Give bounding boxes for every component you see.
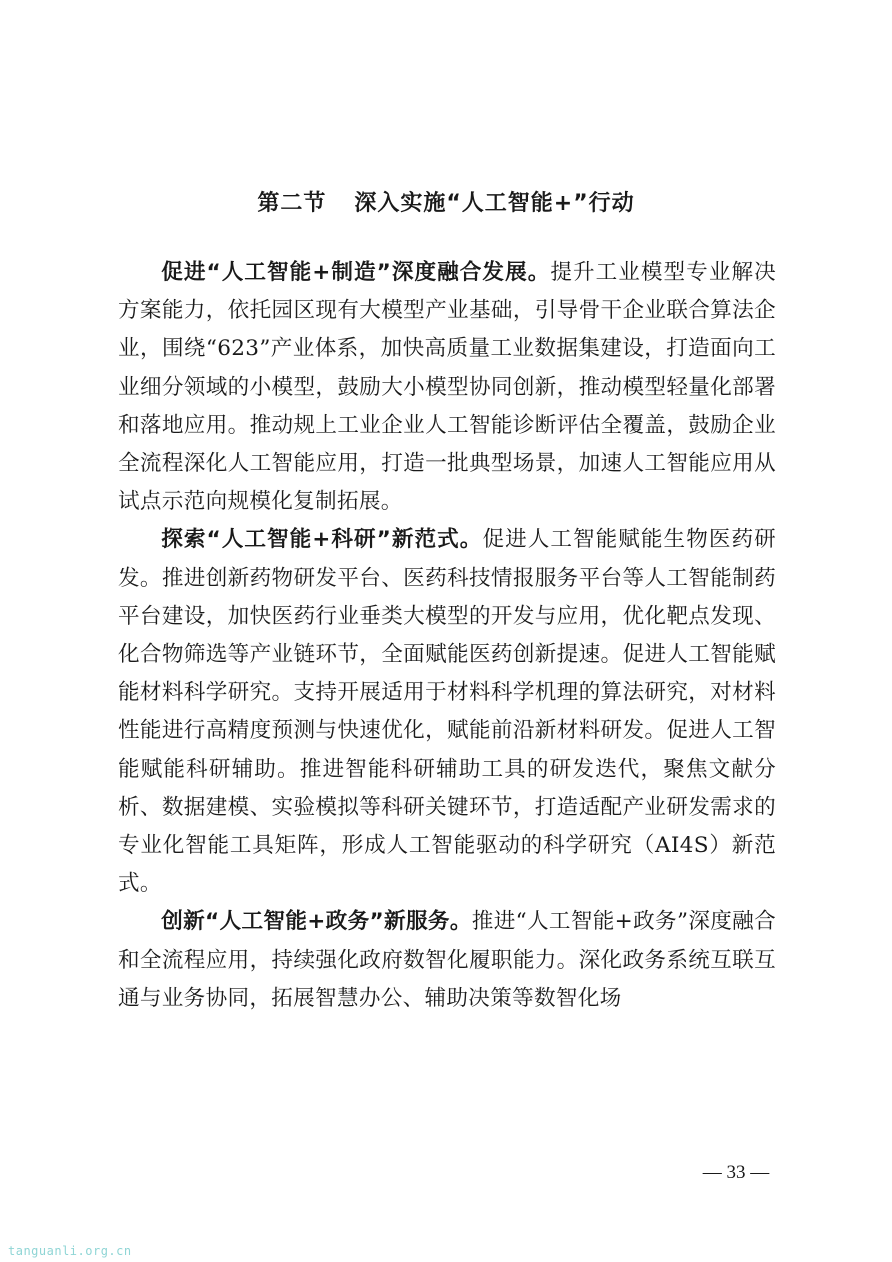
paragraph-lead: 促进“人工智能+制造”深度融合发展。 xyxy=(161,260,551,285)
page-number: — 33 — xyxy=(702,1162,770,1183)
paragraph-manufacturing xyxy=(118,254,776,521)
paragraph-text: 推进“人工智能+政务”深度融合和全流程应用，持续强化政府数智化履职能力。深化政务系统互联互通与业务协同，拓展智慧办公、辅助决策等数智化场 xyxy=(118,909,776,1011)
section-number: 第二节 xyxy=(257,191,327,216)
paragraph-government xyxy=(118,903,776,1018)
section-heading xyxy=(0,186,892,217)
paragraph-text: 提升工业模型专业解决方案能力，依托园区现有大模型产业基础，引导骨干企业联合算法企业，围绕“623”产业体系，加快高质量工业数据集建设，打造面向工业细分领域的小模型，鼓励大小模型协同创新，推动模型轻量化部署和落地应用。推动规上工业企业人工智能诊断评估全覆盖，鼓励企业全流程深化人工智能应用，打造一批典型场景，加速人工智能应用从试点示范向规模化复制拓展。 xyxy=(118,260,776,515)
watermark: tanguanli.org.cn xyxy=(8,1244,132,1258)
paragraph-lead: 探索“人工智能+科研”新范式。 xyxy=(161,527,483,553)
paragraph-lead: 创新“人工智能+政务”新服务。 xyxy=(161,909,472,935)
paragraph-text: 促进人工智能赋能生物医药研发。推进创新药物研发平台、医药科技情报服务平台等人工智能制药平台建设，加快医药行业垂类大模型的开发与应用，优化靶点发现、化合物筛选等产业链环节，全面赋能医药创新提速。促进人工智能赋能材料科学研究。支持开展适用于材料科学机理的算法研究，对材料性能进行高精度预测与快速优化，赋能前沿新材料研发。促进人工智能赋能科研辅助。推进智能科研辅助工具的研发迭代，聚焦文献分析、数据建模、实验模拟等科研关键环节，打造适配产业研发需求的专业化智能工具矩阵，形成人工智能驱动的科学研究（AI4S）新范式。 xyxy=(118,527,776,897)
body-text xyxy=(118,254,776,1018)
section-title: 深入实施“人工智能+”行动 xyxy=(354,191,635,216)
paragraph-research xyxy=(118,521,776,903)
